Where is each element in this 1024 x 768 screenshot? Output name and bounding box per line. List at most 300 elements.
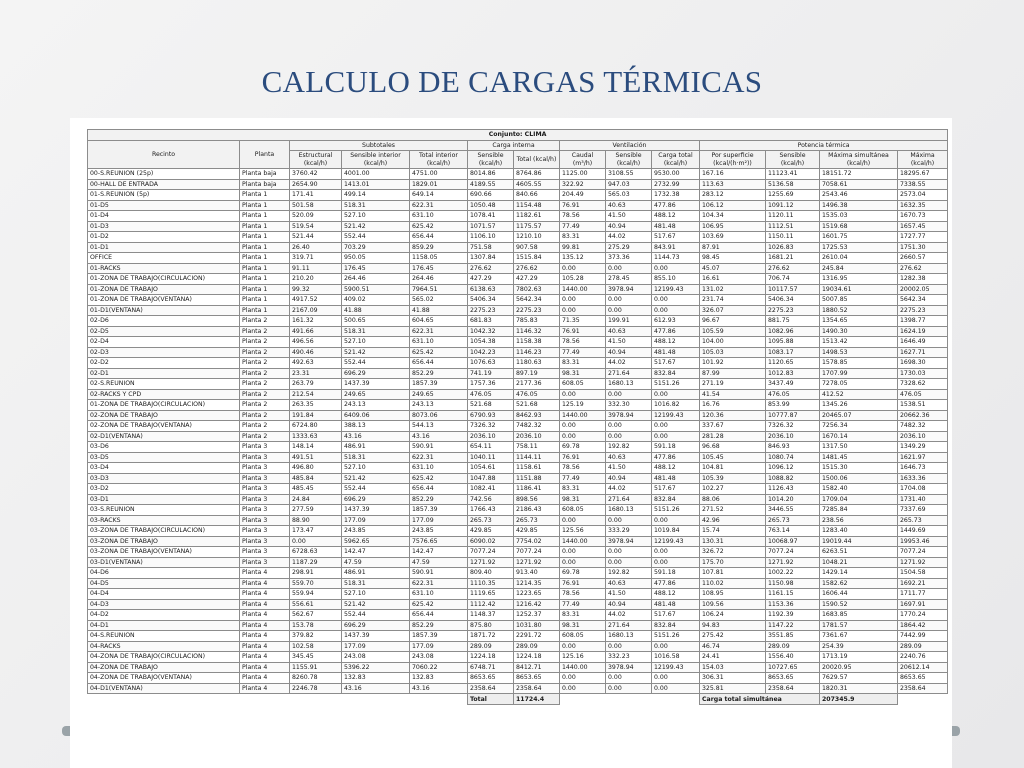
table-row bbox=[88, 683, 948, 694]
cell-value: 521.42 bbox=[342, 599, 410, 610]
cell-value: 2275.23 bbox=[898, 305, 948, 316]
cell-recinto: 04-S.REUNION bbox=[88, 631, 240, 642]
cell-value: 103.69 bbox=[700, 232, 766, 243]
cell-planta: Planta 2 bbox=[240, 347, 290, 358]
cell-value: 859.29 bbox=[410, 242, 468, 253]
cell-planta: Planta 4 bbox=[240, 599, 290, 610]
cell-value: 758.11 bbox=[514, 442, 560, 453]
column-header: Por superficie (kcal/(h·m²)) bbox=[700, 151, 766, 169]
cell-value: 703.29 bbox=[342, 242, 410, 253]
cell-value: 104.81 bbox=[700, 463, 766, 474]
cell-value: 379.82 bbox=[290, 631, 342, 642]
cell-value: 0.00 bbox=[560, 431, 606, 442]
cell-value: 565.02 bbox=[410, 295, 468, 306]
cell-value: 306.31 bbox=[700, 673, 766, 684]
cell-value: 477.86 bbox=[652, 578, 700, 589]
cell-value: 265.73 bbox=[766, 515, 820, 526]
table-row bbox=[88, 389, 948, 400]
table-row bbox=[88, 253, 948, 264]
cell-value: 243.08 bbox=[410, 652, 468, 663]
cell-recinto: 04-D2 bbox=[88, 610, 240, 621]
cell-value: 1880.52 bbox=[820, 305, 898, 316]
cell-value: 1496.38 bbox=[820, 200, 898, 211]
cell-value: 1126.43 bbox=[766, 484, 820, 495]
cell-planta: Planta 2 bbox=[240, 410, 290, 421]
cell-value: 521.42 bbox=[342, 473, 410, 484]
cell-recinto: 02-D3 bbox=[88, 347, 240, 358]
cell-value: 1440.00 bbox=[560, 662, 606, 673]
cell-value: 556.61 bbox=[290, 599, 342, 610]
cell-value: 173.47 bbox=[290, 526, 342, 537]
cell-value: 544.13 bbox=[410, 421, 468, 432]
cell-value: 332.30 bbox=[606, 400, 652, 411]
cell-value: 1513.42 bbox=[820, 337, 898, 348]
cell-value: 1192.39 bbox=[766, 610, 820, 621]
cell-value: 1271.92 bbox=[766, 557, 820, 568]
cell-value: 289.09 bbox=[766, 641, 820, 652]
cell-recinto: 03-ZONA DE TRABAJO bbox=[88, 536, 240, 547]
cell-value: 0.00 bbox=[652, 431, 700, 442]
table-row bbox=[88, 589, 948, 600]
cell-value: 104.00 bbox=[700, 337, 766, 348]
cell-value: 83.31 bbox=[560, 232, 606, 243]
cell-value: 0.00 bbox=[652, 305, 700, 316]
cell-value: 91.11 bbox=[290, 263, 342, 274]
cell-value: 102.58 bbox=[290, 641, 342, 652]
cell-value: 843.91 bbox=[652, 242, 700, 253]
cell-value: 853.99 bbox=[766, 400, 820, 411]
cell-value: 108.95 bbox=[700, 589, 766, 600]
cell-value: 490.46 bbox=[290, 347, 342, 358]
cell-planta: Planta 1 bbox=[240, 190, 290, 201]
cell-value: 7326.32 bbox=[766, 421, 820, 432]
cell-value: 552.44 bbox=[342, 232, 410, 243]
column-header: Sensible (kcal/h) bbox=[766, 151, 820, 169]
cell-value: 7328.62 bbox=[898, 379, 948, 390]
cell-value: 1082.96 bbox=[766, 326, 820, 337]
cell-recinto: 03-D1 bbox=[88, 494, 240, 505]
cell-value: 204.49 bbox=[560, 190, 606, 201]
simultaneous-label: Carga total simultánea bbox=[700, 694, 820, 705]
cell-value: 176.45 bbox=[342, 263, 410, 274]
cell-planta: Planta 4 bbox=[240, 610, 290, 621]
cell-recinto: 01-ZONA DE TRABAJO bbox=[88, 284, 240, 295]
table-row bbox=[88, 200, 948, 211]
cell-value: 76.91 bbox=[560, 452, 606, 463]
cell-value: 485.45 bbox=[290, 484, 342, 495]
cell-value: 491.51 bbox=[290, 452, 342, 463]
cell-value: 44.02 bbox=[606, 484, 652, 495]
cell-value: 898.56 bbox=[514, 494, 560, 505]
cell-value: 591.18 bbox=[652, 568, 700, 579]
cell-recinto: 01-D3 bbox=[88, 221, 240, 232]
cell-value: 476.05 bbox=[898, 389, 948, 400]
cell-value: 429.85 bbox=[514, 526, 560, 537]
cell-planta: Planta 2 bbox=[240, 326, 290, 337]
cell-recinto: 04-D5 bbox=[88, 578, 240, 589]
cell-value: 741.19 bbox=[468, 368, 514, 379]
cell-value: 608.05 bbox=[560, 631, 606, 642]
cell-value: 12199.43 bbox=[652, 284, 700, 295]
cell-value: 1683.85 bbox=[820, 610, 898, 621]
cell-value: 2543.46 bbox=[820, 190, 898, 201]
cell-value: 192.82 bbox=[606, 568, 652, 579]
cell-value: 1271.92 bbox=[898, 557, 948, 568]
cell-value: 0.00 bbox=[560, 305, 606, 316]
table-row bbox=[88, 536, 948, 547]
cell-value: 99.32 bbox=[290, 284, 342, 295]
cell-value: 41.50 bbox=[606, 337, 652, 348]
cell-value: 1646.49 bbox=[898, 337, 948, 348]
cell-value: 1147.22 bbox=[766, 620, 820, 631]
cell-value: 102.27 bbox=[700, 484, 766, 495]
cell-value: 1556.40 bbox=[766, 652, 820, 663]
cell-value: 612.93 bbox=[652, 316, 700, 327]
table-row bbox=[88, 347, 948, 358]
cell-value: 105.39 bbox=[700, 473, 766, 484]
cell-value: 1711.77 bbox=[898, 589, 948, 600]
cell-value: 1857.39 bbox=[410, 379, 468, 390]
cell-recinto: 02-D2 bbox=[88, 358, 240, 369]
cell-value: 45.07 bbox=[700, 263, 766, 274]
cell-recinto: 00-HALL DE ENTRADA bbox=[88, 179, 240, 190]
cell-value: 947.03 bbox=[606, 179, 652, 190]
column-header: Sensible (kcal/h) bbox=[606, 151, 652, 169]
cell-value: 492.63 bbox=[290, 358, 342, 369]
table-row bbox=[88, 431, 948, 442]
cell-recinto: 02-D1 bbox=[88, 368, 240, 379]
cell-recinto: 01-ZONA DE TRABAJO(CIRCULACION) bbox=[88, 400, 240, 411]
cell-value: 78.56 bbox=[560, 589, 606, 600]
cell-value: 565.03 bbox=[606, 190, 652, 201]
cell-value: 1317.50 bbox=[820, 442, 898, 453]
cell-value: 254.39 bbox=[820, 641, 898, 652]
cell-value: 608.05 bbox=[560, 505, 606, 516]
table-row bbox=[88, 578, 948, 589]
cell-planta: Planta 4 bbox=[240, 568, 290, 579]
cell-value: 0.00 bbox=[606, 673, 652, 684]
cell-value: 476.05 bbox=[514, 389, 560, 400]
column-header: Máxima simultánea (kcal/h) bbox=[820, 151, 898, 169]
cell-value: 7326.32 bbox=[468, 421, 514, 432]
cell-value: 0.00 bbox=[606, 547, 652, 558]
cell-value: 41.50 bbox=[606, 463, 652, 474]
cell-value: 1282.38 bbox=[898, 274, 948, 285]
cell-value: 40.94 bbox=[606, 599, 652, 610]
cell-value: 1781.57 bbox=[820, 620, 898, 631]
cell-value: 1621.97 bbox=[898, 452, 948, 463]
cell-value: 87.91 bbox=[700, 242, 766, 253]
cell-value: 4189.55 bbox=[468, 179, 514, 190]
cell-planta: Planta 3 bbox=[240, 452, 290, 463]
cell-value: 373.36 bbox=[606, 253, 652, 264]
cell-value: 2660.57 bbox=[898, 253, 948, 264]
cell-value: 8653.65 bbox=[514, 673, 560, 684]
cell-value: 631.10 bbox=[410, 337, 468, 348]
cell-value: 2358.64 bbox=[766, 683, 820, 694]
cell-value: 552.44 bbox=[342, 484, 410, 495]
column-header: Carga total (kcal/h) bbox=[652, 151, 700, 169]
cell-value: 7077.24 bbox=[514, 547, 560, 558]
column-header: Sensible interior (kcal/h) bbox=[342, 151, 410, 169]
cell-value: 5396.22 bbox=[342, 662, 410, 673]
cell-value: 1437.39 bbox=[342, 505, 410, 516]
table-row bbox=[88, 379, 948, 390]
cell-value: 19034.61 bbox=[820, 284, 898, 295]
cell-value: 40.94 bbox=[606, 347, 652, 358]
cell-value: 1158.61 bbox=[514, 463, 560, 474]
cell-value: 1271.92 bbox=[468, 557, 514, 568]
cell-value: 631.10 bbox=[410, 589, 468, 600]
cell-planta: Planta 3 bbox=[240, 557, 290, 568]
cell-value: 4751.00 bbox=[410, 169, 468, 180]
cell-value: 7754.02 bbox=[514, 536, 560, 547]
cell-value: 19953.46 bbox=[898, 536, 948, 547]
cell-value: 491.66 bbox=[290, 326, 342, 337]
cell-value: 44.02 bbox=[606, 358, 652, 369]
cell-value: 907.58 bbox=[514, 242, 560, 253]
cell-planta: Planta 2 bbox=[240, 431, 290, 442]
cell-value: 7256.34 bbox=[820, 421, 898, 432]
cell-value: 1871.72 bbox=[468, 631, 514, 642]
table-row bbox=[88, 326, 948, 337]
cell-recinto: 01-RACKS bbox=[88, 263, 240, 274]
cell-value: 276.62 bbox=[468, 263, 514, 274]
cell-value: 481.48 bbox=[652, 221, 700, 232]
cell-value: 1151.88 bbox=[514, 473, 560, 484]
cell-value: 12199.43 bbox=[652, 662, 700, 673]
cell-value: 1766.43 bbox=[468, 505, 514, 516]
cell-planta: Planta 3 bbox=[240, 473, 290, 484]
cell-value: 4001.00 bbox=[342, 169, 410, 180]
cell-value: 3978.94 bbox=[606, 410, 652, 421]
cell-value: 7964.51 bbox=[410, 284, 468, 295]
column-header: Estructural (kcal/h) bbox=[290, 151, 342, 169]
cell-value: 3978.94 bbox=[606, 662, 652, 673]
cell-value: 486.91 bbox=[342, 442, 410, 453]
cell-value: 521.42 bbox=[342, 347, 410, 358]
cell-value: 337.67 bbox=[700, 421, 766, 432]
cell-value: 132.83 bbox=[342, 673, 410, 684]
cell-value: 78.56 bbox=[560, 211, 606, 222]
cell-value: 4917.52 bbox=[290, 295, 342, 306]
cell-value: 486.91 bbox=[342, 568, 410, 579]
cell-planta: Planta 3 bbox=[240, 494, 290, 505]
cell-value: 1670.73 bbox=[898, 211, 948, 222]
cell-value: 7361.67 bbox=[820, 631, 898, 642]
cell-value: 622.31 bbox=[410, 326, 468, 337]
cell-value: 0.00 bbox=[560, 421, 606, 432]
cell-value: 1054.61 bbox=[468, 463, 514, 474]
cell-value: 559.94 bbox=[290, 589, 342, 600]
cell-value: 1398.77 bbox=[898, 316, 948, 327]
cell-value: 696.29 bbox=[342, 620, 410, 631]
cell-value: 1680.13 bbox=[606, 631, 652, 642]
cell-value: 1670.14 bbox=[820, 431, 898, 442]
cell-value: 0.00 bbox=[652, 673, 700, 684]
cell-recinto: 01-D4 bbox=[88, 211, 240, 222]
cell-value: 1437.39 bbox=[342, 631, 410, 642]
cell-planta: Planta 2 bbox=[240, 358, 290, 369]
cell-value: 1148.37 bbox=[468, 610, 514, 621]
cell-value: 0.00 bbox=[290, 536, 342, 547]
cell-value: 8653.65 bbox=[766, 673, 820, 684]
cell-value: 681.83 bbox=[468, 316, 514, 327]
cell-recinto: 02-RACKS Y CPD bbox=[88, 389, 240, 400]
cell-value: 132.83 bbox=[410, 673, 468, 684]
cell-value: 345.45 bbox=[290, 652, 342, 663]
cell-value: 0.00 bbox=[606, 557, 652, 568]
cell-value: 1515.84 bbox=[514, 253, 560, 264]
column-header: Total (kcal/h) bbox=[514, 151, 560, 169]
cell-value: 47.59 bbox=[342, 557, 410, 568]
cell-value: 476.05 bbox=[766, 389, 820, 400]
cell-value: 1681.21 bbox=[766, 253, 820, 264]
cell-value: 3760.42 bbox=[290, 169, 342, 180]
cell-value: 2610.04 bbox=[820, 253, 898, 264]
cell-value: 19019.44 bbox=[820, 536, 898, 547]
cell-value: 1697.91 bbox=[898, 599, 948, 610]
cell-value: 107.81 bbox=[700, 568, 766, 579]
cell-value: 177.09 bbox=[342, 515, 410, 526]
cell-value: 1481.45 bbox=[820, 452, 898, 463]
table-row bbox=[88, 421, 948, 432]
cell-recinto: 04-ZONA DE TRABAJO(VENTANA) bbox=[88, 673, 240, 684]
cell-value: 271.64 bbox=[606, 368, 652, 379]
cell-planta: Planta 1 bbox=[240, 274, 290, 285]
cell-value: 24.84 bbox=[290, 494, 342, 505]
cell-recinto: 03-ZONA DE TRABAJO(CIRCULACION) bbox=[88, 526, 240, 537]
cell-value: 2291.72 bbox=[514, 631, 560, 642]
cell-value: 243.13 bbox=[342, 400, 410, 411]
cell-planta: Planta 3 bbox=[240, 463, 290, 474]
cell-planta: Planta 1 bbox=[240, 305, 290, 316]
cell-value: 212.54 bbox=[290, 389, 342, 400]
cell-value: 177.09 bbox=[410, 515, 468, 526]
cell-value: 1515.30 bbox=[820, 463, 898, 474]
cell-value: 1095.88 bbox=[766, 337, 820, 348]
cell-value: 0.00 bbox=[560, 673, 606, 684]
cell-value: 5406.34 bbox=[766, 295, 820, 306]
cell-planta: Planta 2 bbox=[240, 379, 290, 390]
header-potencia: Potencia térmica bbox=[700, 140, 948, 151]
table-row bbox=[88, 557, 948, 568]
cell-value: 832.84 bbox=[652, 620, 700, 631]
cell-value: 501.58 bbox=[290, 200, 342, 211]
cell-value: 1216.42 bbox=[514, 599, 560, 610]
cell-planta: Planta 1 bbox=[240, 232, 290, 243]
header-planta: Planta bbox=[240, 140, 290, 169]
cell-planta: Planta 2 bbox=[240, 337, 290, 348]
cell-value: 521.44 bbox=[290, 232, 342, 243]
cell-value: 1154.48 bbox=[514, 200, 560, 211]
cell-value: 264.46 bbox=[342, 274, 410, 285]
cell-value: 265.73 bbox=[514, 515, 560, 526]
total-label: Total bbox=[468, 694, 514, 705]
table-row bbox=[88, 526, 948, 537]
cell-planta: Planta 3 bbox=[240, 526, 290, 537]
cell-value: 1048.21 bbox=[820, 557, 898, 568]
cell-value: 275.42 bbox=[700, 631, 766, 642]
table-row bbox=[88, 442, 948, 453]
cell-value: 1002.22 bbox=[766, 568, 820, 579]
cell-value: 518.31 bbox=[342, 578, 410, 589]
table-row bbox=[88, 673, 948, 684]
cell-value: 2167.09 bbox=[290, 305, 342, 316]
cell-value: 6090.02 bbox=[468, 536, 514, 547]
column-header: Máxima (kcal/h) bbox=[898, 151, 948, 169]
cell-value: 154.03 bbox=[700, 662, 766, 673]
cell-value: 238.56 bbox=[820, 515, 898, 526]
table-row bbox=[88, 169, 948, 180]
cell-value: 3978.94 bbox=[606, 536, 652, 547]
cell-recinto: 01-D1(VENTANA) bbox=[88, 305, 240, 316]
cell-value: 1180.63 bbox=[514, 358, 560, 369]
table-row bbox=[88, 662, 948, 673]
cell-value: 625.42 bbox=[410, 221, 468, 232]
cell-value: 0.00 bbox=[560, 295, 606, 306]
cell-value: 12199.43 bbox=[652, 410, 700, 421]
cell-value: 1054.38 bbox=[468, 337, 514, 348]
cell-value: 1429.14 bbox=[820, 568, 898, 579]
cell-value: 40.63 bbox=[606, 326, 652, 337]
cell-value: 20465.07 bbox=[820, 410, 898, 421]
cell-value: 96.67 bbox=[700, 316, 766, 327]
cell-value: 148.14 bbox=[290, 442, 342, 453]
cell-value: 142.47 bbox=[410, 547, 468, 558]
cell-value: 785.83 bbox=[514, 316, 560, 327]
cell-value: 289.09 bbox=[898, 641, 948, 652]
cell-value: 245.84 bbox=[820, 263, 898, 274]
cell-value: 1080.74 bbox=[766, 452, 820, 463]
table-row bbox=[88, 610, 948, 621]
cell-value: 1437.39 bbox=[342, 379, 410, 390]
cell-value: 656.44 bbox=[410, 358, 468, 369]
table-row bbox=[88, 631, 948, 642]
cell-value: 98.31 bbox=[560, 494, 606, 505]
cell-value: 1601.75 bbox=[820, 232, 898, 243]
cell-value: 0.00 bbox=[652, 641, 700, 652]
cell-recinto: 04-ZONA DE TRABAJO bbox=[88, 662, 240, 673]
cell-value: 1088.82 bbox=[766, 473, 820, 484]
cell-value: 153.78 bbox=[290, 620, 342, 631]
cell-value: 41.88 bbox=[410, 305, 468, 316]
cell-value: 4605.55 bbox=[514, 179, 560, 190]
cell-value: 1082.41 bbox=[468, 484, 514, 495]
cell-planta: Planta 1 bbox=[240, 295, 290, 306]
cell-recinto: 02-ZONA DE TRABAJO bbox=[88, 410, 240, 421]
cell-recinto: 01-ZONA DE TRABAJO(VENTANA) bbox=[88, 295, 240, 306]
cell-value: 6790.93 bbox=[468, 410, 514, 421]
table-row bbox=[88, 641, 948, 652]
cell-value: 7576.65 bbox=[410, 536, 468, 547]
cell-value: 1214.35 bbox=[514, 578, 560, 589]
cell-value: 41.54 bbox=[700, 389, 766, 400]
cell-value: 281.28 bbox=[700, 431, 766, 442]
cell-value: 1175.57 bbox=[514, 221, 560, 232]
cell-value: 8653.65 bbox=[898, 673, 948, 684]
cell-value: 485.84 bbox=[290, 473, 342, 484]
table-row bbox=[88, 211, 948, 222]
table-row bbox=[88, 652, 948, 663]
cell-value: 41.50 bbox=[606, 211, 652, 222]
cell-value: 1692.21 bbox=[898, 578, 948, 589]
cell-recinto: 03-RACKS bbox=[88, 515, 240, 526]
cell-value: 527.10 bbox=[342, 589, 410, 600]
cell-value: 83.31 bbox=[560, 358, 606, 369]
cell-value: 1146.23 bbox=[514, 347, 560, 358]
cell-value: 77.49 bbox=[560, 221, 606, 232]
